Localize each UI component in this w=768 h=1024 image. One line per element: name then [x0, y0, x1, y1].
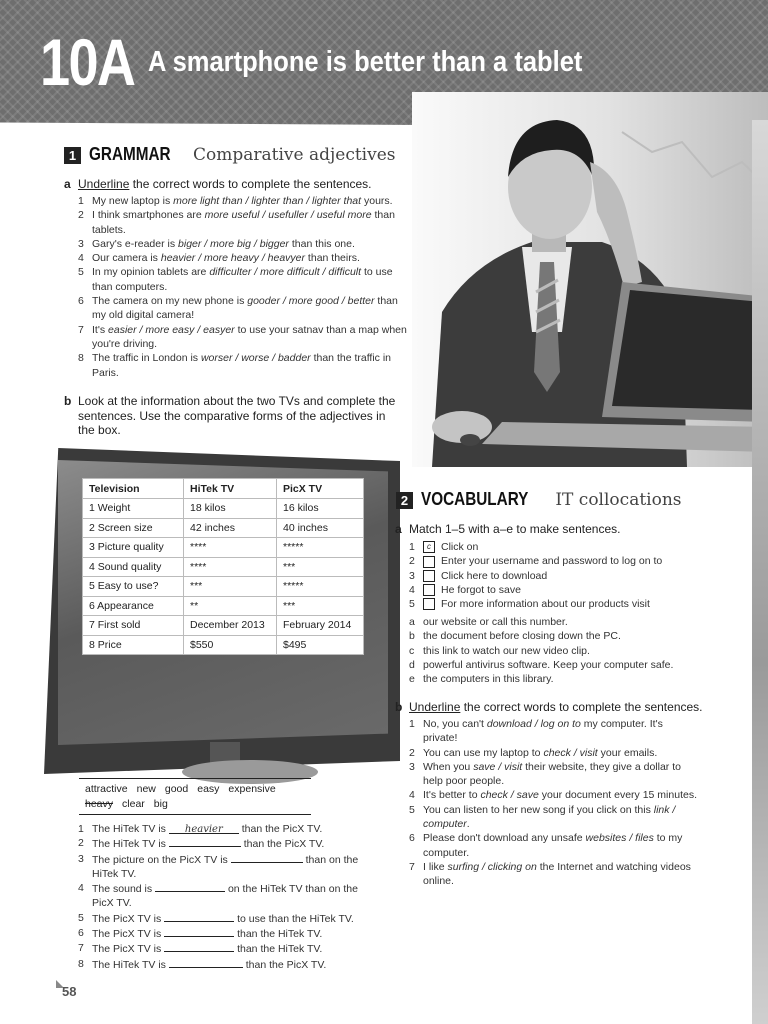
item-number: 8 — [78, 352, 84, 365]
grammar-part-b-instruction — [64, 394, 398, 438]
item-text: your emails. — [597, 746, 658, 759]
exercise-item — [409, 760, 699, 789]
table-cell: 16 kilos — [277, 499, 364, 519]
table-cell: 2 Screen size — [83, 518, 184, 538]
exercise-item — [409, 717, 699, 746]
exercise-item — [78, 926, 378, 941]
exercise-item — [78, 194, 408, 208]
exercise-item — [409, 788, 699, 802]
unit-number: 10A — [40, 25, 135, 99]
item-text: It's — [92, 323, 109, 336]
item-number: 1 — [409, 718, 415, 730]
answer-blank[interactable] — [169, 836, 241, 847]
man-with-laptop-photo — [412, 92, 768, 467]
item-number: 3 — [409, 760, 415, 773]
word-box-word: easy — [197, 783, 220, 795]
table-cell: 40 inches — [277, 518, 364, 538]
table-row — [83, 577, 364, 597]
page-number: 58 — [62, 984, 77, 999]
answer-box[interactable]: c — [423, 541, 435, 553]
ending-item — [409, 672, 749, 686]
answer-options[interactable]: link / computer — [423, 803, 676, 831]
table-cell: ***** — [277, 577, 364, 597]
part-letter: a — [64, 177, 71, 191]
table-row — [83, 635, 364, 655]
item-text: The camera on my new phone is — [92, 295, 248, 308]
item-text: the document before closing down the PC. — [423, 630, 621, 643]
ending-letter: e — [409, 673, 415, 686]
table-cell: 3 Picture quality — [83, 538, 184, 558]
answer-blank[interactable] — [164, 911, 234, 922]
grammar-part-a-instruction — [64, 177, 372, 191]
ending-letter: c — [409, 644, 415, 657]
item-text: Click on — [441, 541, 479, 553]
answer-options[interactable]: more light than / lighter than / lighter that — [173, 195, 362, 207]
item-text: The PicX TV is — [92, 912, 165, 925]
table-cell: *** — [184, 577, 277, 597]
table-cell: $550 — [184, 635, 277, 655]
answer-options[interactable]: more useful / usefuller / useful more — [204, 209, 372, 222]
item-text: than the traffic in Paris. — [92, 352, 392, 379]
vocabulary-items-list — [409, 717, 699, 889]
instruction-keyword: Underline — [78, 177, 130, 191]
ending-item — [409, 644, 749, 658]
table-cell: 5 Easy to use? — [83, 577, 184, 597]
item-text: I think smartphones are — [92, 209, 205, 222]
exercise-item — [78, 237, 408, 251]
word-box-word: attractive — [85, 783, 128, 795]
answer-blank[interactable] — [164, 926, 234, 937]
item-text: The PicX TV is — [92, 943, 165, 956]
answer-options[interactable]: biger / more big / bigger — [178, 237, 289, 250]
item-number: 1 — [78, 195, 84, 207]
item-text: their website, they give a dollar to help poor people. — [423, 760, 681, 788]
item-text: yours. — [361, 195, 393, 207]
answer-options[interactable]: download / log on to — [486, 718, 581, 730]
column-header: HiTek TV — [184, 479, 277, 499]
word-box-word: expensive — [228, 783, 276, 795]
exercise-item — [78, 265, 408, 294]
item-number: 4 — [409, 789, 415, 802]
item-number: 8 — [78, 957, 84, 970]
item-text: The HiTek TV is — [92, 838, 169, 851]
item-text: to use than the HiTek TV. — [234, 912, 354, 925]
answer-options[interactable]: gooder / more good / better — [247, 295, 375, 308]
match-item — [409, 597, 749, 611]
item-number: 2 — [409, 555, 415, 568]
exercise-item — [78, 836, 378, 851]
match-item — [409, 540, 749, 554]
item-text: . — [466, 818, 470, 831]
tv-comparison-table — [82, 478, 364, 655]
answer-options[interactable]: surfing / clicking on — [447, 860, 537, 873]
word-box-word: new — [136, 783, 156, 795]
exercise-item — [78, 323, 408, 352]
table-cell: ***** — [277, 538, 364, 558]
item-number: 4 — [409, 583, 415, 596]
page-edge-photo-strip — [752, 120, 768, 1024]
item-text: It's better to — [423, 789, 481, 802]
item-text: than the PicX TV. — [238, 823, 323, 835]
item-number: 3 — [78, 237, 84, 250]
answer-options[interactable]: check / save — [480, 789, 539, 802]
exercise-item — [78, 957, 378, 972]
item-number: 7 — [78, 323, 84, 336]
item-text: than the PicX TV. — [242, 958, 327, 971]
word-box-word: big — [153, 797, 168, 810]
exercise-item — [78, 208, 408, 237]
word-box — [79, 778, 311, 815]
item-text: than theirs. — [305, 252, 360, 265]
item-number: 1 — [409, 541, 415, 553]
item-text: than tablets. — [92, 209, 395, 236]
table-row — [83, 596, 364, 616]
table-cell: *** — [277, 596, 364, 616]
item-number: 4 — [78, 252, 84, 265]
item-text: to use than computers. — [92, 266, 393, 293]
item-text: our website or call this number. — [423, 616, 568, 628]
exercise-item — [78, 822, 378, 836]
table-cell: **** — [184, 557, 277, 577]
item-text: The traffic in London is — [92, 352, 201, 365]
answer-options[interactable]: websites / files — [585, 832, 654, 845]
item-number: 1 — [78, 823, 84, 835]
section-number: 1 — [64, 147, 81, 164]
item-number: 7 — [409, 860, 415, 873]
instruction-keyword: Underline — [409, 700, 461, 714]
answer-box[interactable] — [423, 598, 435, 610]
word-box-word: heavy — [85, 797, 114, 810]
item-text: to my computer. — [423, 832, 683, 859]
item-text: than the HiTek TV. — [234, 943, 323, 956]
item-number: 6 — [78, 295, 84, 308]
vocabulary-part-b-instruction — [395, 700, 703, 714]
answer-options[interactable]: difficulter / more difficult / difficult — [209, 266, 362, 279]
item-text: Please don't download any unsafe — [423, 832, 586, 845]
item-text: your document every 15 minutes. — [538, 789, 697, 802]
item-number: 6 — [78, 927, 84, 940]
table-row — [83, 557, 364, 577]
item-number: 5 — [78, 911, 84, 924]
table-cell: 42 inches — [184, 518, 277, 538]
part-letter: a — [395, 522, 402, 536]
item-text: My new laptop is — [92, 195, 174, 207]
exercise-item — [409, 803, 699, 832]
column-header: PicX TV — [277, 479, 364, 499]
table-cell: 1 Weight — [83, 499, 184, 519]
section-name: GRAMMAR — [89, 144, 171, 164]
ending-item — [409, 658, 749, 672]
exercise-item — [78, 852, 378, 882]
vocabulary-heading — [396, 489, 682, 510]
ending-item — [409, 615, 749, 629]
exercise-item — [78, 351, 408, 380]
section-number: 2 — [396, 492, 413, 509]
table-cell: 6 Appearance — [83, 596, 184, 616]
item-text: For more information about our products visit — [441, 598, 650, 611]
item-text: my computer. It's private! — [423, 718, 663, 745]
item-text: to use your satnav than a map when you're driving. — [92, 323, 407, 350]
item-text: powerful antivirus software. Keep your computer safe. — [423, 658, 674, 671]
item-text: Enter your username and password to log on to — [441, 555, 663, 568]
item-text: this link to watch our new video clip. — [423, 644, 590, 657]
answer-options[interactable]: save / visit — [473, 760, 523, 773]
item-text: than this one. — [288, 237, 355, 250]
part-letter: b — [64, 394, 72, 408]
item-number: 2 — [409, 746, 415, 759]
table-cell: February 2014 — [277, 616, 364, 636]
table-cell: 18 kilos — [184, 499, 277, 519]
item-text: the Internet and watching videos online. — [423, 860, 691, 888]
match-item — [409, 569, 749, 583]
vocabulary-endings-list — [409, 615, 749, 686]
answer-box[interactable] — [423, 556, 435, 568]
item-number: 5 — [78, 266, 84, 279]
ending-item — [409, 629, 749, 643]
vocabulary-part-a-instruction — [395, 522, 621, 536]
table-cell: *** — [277, 557, 364, 577]
exercise-item — [78, 294, 408, 323]
exercise-item — [409, 746, 699, 760]
grammar-heading — [64, 144, 396, 165]
item-text: on the HiTek TV than on the PicX TV. — [92, 883, 358, 910]
item-text: The HiTek TV is — [92, 958, 169, 971]
ending-letter: a — [409, 616, 415, 628]
item-number: 3 — [78, 852, 84, 865]
item-text: He forgot to save — [441, 583, 521, 596]
word-box-word: clear — [122, 797, 145, 810]
answer-options[interactable]: heavier / more heavy / heavyer — [160, 252, 306, 265]
table-cell: 8 Price — [83, 635, 184, 655]
table-row — [83, 538, 364, 558]
item-text: than the PicX TV. — [240, 838, 325, 851]
match-item — [409, 583, 749, 597]
item-text: than on the HiTek TV. — [92, 853, 359, 880]
table-cell: ** — [184, 596, 277, 616]
table-cell: $495 — [277, 635, 364, 655]
section-subtitle: IT collocations — [555, 490, 682, 510]
grammar-items-list — [78, 194, 408, 380]
part-letter: b — [395, 700, 403, 714]
section-name: VOCABULARY — [421, 489, 529, 509]
item-text: The HiTek TV is — [92, 823, 169, 835]
column-header: Television — [83, 479, 184, 499]
instruction-text: the correct words to complete the sentences. — [460, 700, 703, 714]
item-text: You can listen to her new song if you click on this — [423, 803, 654, 816]
item-text: In my opinion tablets are — [92, 266, 210, 279]
instruction-text: Look at the information about the two TVs and complete the sentences. Use the comparative forms of the adjectives in the box. — [78, 394, 396, 437]
table-cell: 4 Sound quality — [83, 557, 184, 577]
instruction-text: the correct words to complete the sentences. — [129, 177, 372, 191]
answer-blank[interactable] — [169, 957, 243, 968]
exercise-item — [78, 251, 408, 265]
item-text: than my old digital camera! — [92, 295, 398, 322]
grammar-sentences-list — [78, 822, 378, 972]
table-cell: **** — [184, 538, 277, 558]
item-number: 2 — [78, 837, 84, 850]
answer-options[interactable]: worser / worse / badder — [200, 352, 311, 365]
exercise-item — [78, 941, 378, 956]
exercise-item — [409, 831, 699, 860]
item-number: 2 — [78, 209, 84, 222]
item-number: 7 — [78, 942, 84, 955]
ending-letter: d — [409, 658, 415, 671]
item-text: When you — [423, 760, 474, 773]
table-cell: 7 First sold — [83, 616, 184, 636]
ending-letter: b — [409, 630, 415, 643]
item-text: The picture on the PicX TV is — [92, 853, 231, 866]
item-text: The PicX TV is — [92, 928, 165, 941]
item-text: You can use my laptop to — [423, 746, 544, 759]
vocabulary-match-list — [409, 540, 749, 611]
item-number: 6 — [409, 832, 415, 845]
exercise-item — [78, 911, 378, 926]
item-number: 3 — [409, 569, 415, 582]
item-text: Click here to download — [441, 569, 548, 582]
item-text: Our camera is — [92, 252, 161, 265]
table-row — [83, 499, 364, 519]
answer-box[interactable] — [423, 584, 435, 596]
item-text: I like — [423, 860, 448, 873]
item-text: Gary's e-reader is — [92, 237, 179, 250]
exercise-item — [409, 860, 699, 889]
unit-title: A smartphone is better than a tablet — [148, 46, 583, 78]
answer-options[interactable]: easier / more easy / easyer — [108, 323, 235, 336]
table-cell: December 2013 — [184, 616, 277, 636]
table-row — [83, 616, 364, 636]
exercise-item — [78, 881, 378, 911]
item-text: No, you can't — [423, 718, 487, 730]
item-text: The sound is — [92, 883, 156, 896]
answer-blank[interactable] — [164, 941, 234, 952]
answer-blank[interactable] — [155, 881, 225, 892]
item-number: 5 — [409, 598, 415, 611]
table-row — [83, 518, 364, 538]
word-box-word: good — [164, 783, 189, 795]
item-number: 5 — [409, 803, 415, 816]
answer-blank[interactable]: heavier — [169, 823, 239, 834]
match-item — [409, 554, 749, 568]
instruction-text: Match 1–5 with a–e to make sentences. — [409, 522, 621, 536]
section-subtitle: Comparative adjectives — [193, 145, 396, 165]
table-header-row — [83, 479, 364, 499]
answer-blank[interactable] — [231, 852, 303, 863]
answer-options[interactable]: check / visit — [543, 746, 598, 759]
item-number: 4 — [78, 882, 84, 895]
item-text: than the HiTek TV. — [234, 928, 323, 941]
item-text: the computers in this library. — [423, 673, 554, 686]
answer-box[interactable] — [423, 570, 435, 582]
